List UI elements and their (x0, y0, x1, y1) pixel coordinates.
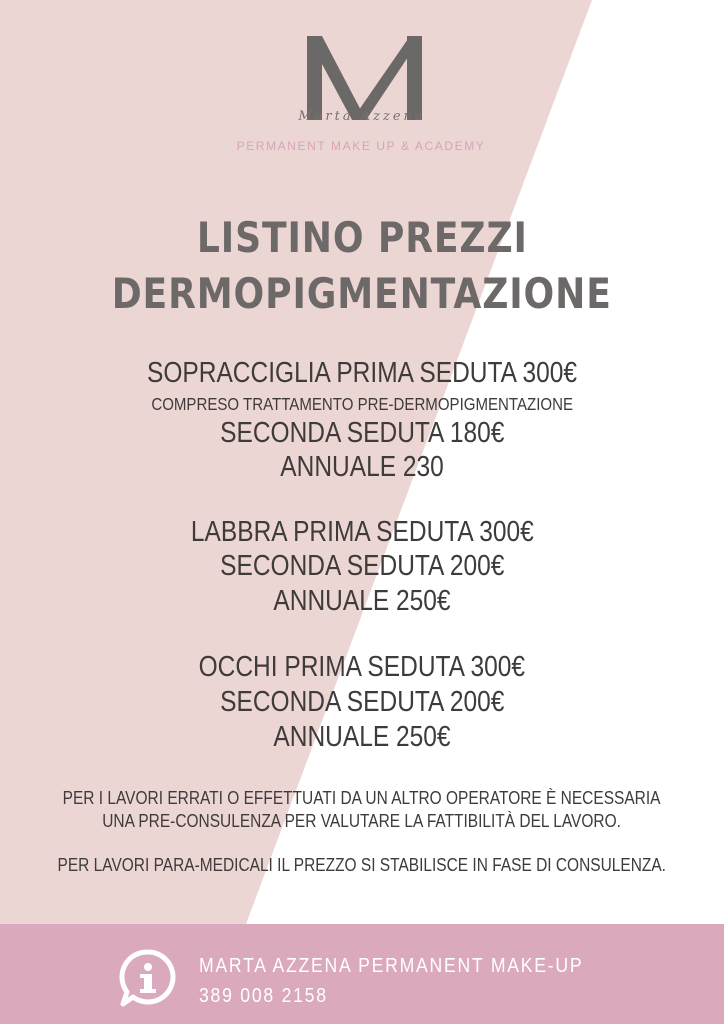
note-2: PER LAVORI PARA-MEDICALI IL PREZZO SI STABILISCE IN FASE DI CONSULENZA. (57, 855, 667, 875)
page-subtitle (0, 268, 724, 320)
occhi-second-session (0, 687, 724, 718)
labbra-annual (0, 586, 724, 617)
sopracciglia-line-2: SECONDA SEDUTA 180€ (219, 417, 505, 449)
sopracciglia-second-session (0, 418, 724, 449)
note-para-medical (0, 853, 724, 877)
footer-phone[interactable]: 389 008 2158 (199, 985, 328, 1007)
sopracciglia-line-3: ANNUALE 230 (280, 451, 444, 483)
ma-monogram (307, 36, 422, 120)
sopracciglia-annual (0, 452, 724, 483)
info-chat-icon (117, 947, 179, 1009)
sopracciglia-note (0, 392, 724, 416)
labbra-line-1: LABBRA PRIMA SEDUTA 300€ (190, 516, 534, 548)
footer-business-name: MARTA AZZENA PERMANENT MAKE-UP (199, 955, 584, 977)
labbra-line-2: SECONDA SEDUTA 200€ (219, 550, 505, 582)
note-1-line-1: PER I LAVORI ERRATI O EFFETTUATI DA UN ALTRO OPERATORE È NECESSARIA (63, 788, 661, 808)
page-title (0, 212, 724, 264)
labbra-first-session (0, 517, 724, 548)
note-errors-line-2 (0, 809, 724, 833)
occhi-line-3: ANNUALE 250€ (273, 721, 451, 753)
logo-tagline: PERMANENT MAKE UP & ACADEMY (236, 139, 486, 153)
sopracciglia-first-session (0, 358, 724, 389)
sopracciglia-line-1: SOPRACCIGLIA PRIMA SEDUTA 300€ (147, 357, 577, 389)
title-line-1: LISTINO PREZZI (196, 213, 528, 262)
note-errors-line-1 (0, 786, 724, 810)
labbra-line-3: ANNUALE 250€ (273, 585, 451, 617)
labbra-second-session (0, 551, 724, 582)
title-line-2: DERMOPIGMENTAZIONE (111, 269, 613, 318)
note-1-line-2: UNA PRE-CONSULENZA PER VALUTARE LA FATTIBILITÀ DEL LAVORO. (102, 811, 622, 831)
occhi-line-1: OCCHI PRIMA SEDUTA 300€ (198, 651, 526, 683)
brand-logo (0, 0, 724, 170)
occhi-annual (0, 722, 724, 753)
sopracciglia-note-text: COMPRESO TRATTAMENTO PRE-DERMOPIGMENTAZIONE (151, 394, 573, 414)
occhi-line-2: SECONDA SEDUTA 200€ (219, 686, 505, 718)
occhi-first-session (0, 652, 724, 683)
signature-text: Marta Azzena (298, 109, 426, 124)
